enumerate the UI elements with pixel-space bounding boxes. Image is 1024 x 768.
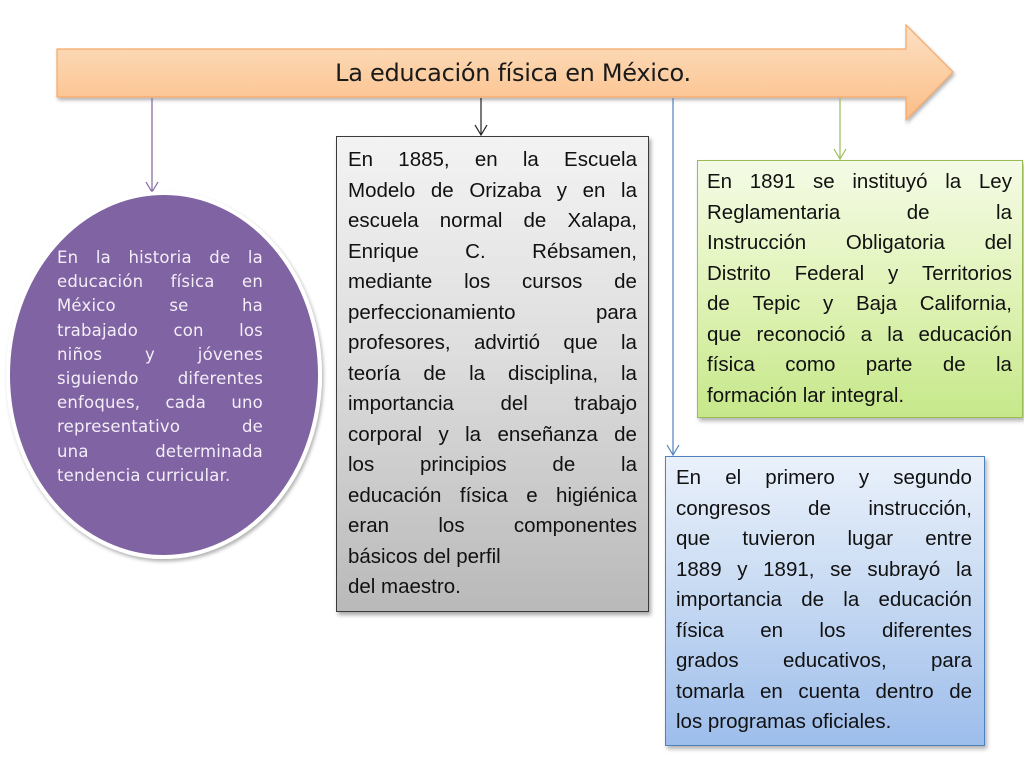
word: la — [522, 148, 539, 171]
word: eran — [348, 514, 390, 537]
green-box-line — [707, 320, 1012, 351]
word: educación — [348, 483, 442, 507]
word: se — [169, 296, 189, 316]
word: de — [707, 292, 730, 315]
green-box-node — [697, 160, 1023, 418]
word: uno — [231, 393, 263, 413]
word: instrucción, — [868, 496, 972, 520]
word: Enrique — [348, 239, 419, 263]
word: En — [707, 170, 733, 193]
word: de — [552, 453, 576, 476]
gray-box-line — [348, 298, 637, 329]
word: trabajo — [574, 392, 637, 415]
green-box-line — [707, 167, 1012, 198]
word: la — [621, 178, 637, 202]
gray-box-line — [348, 176, 637, 207]
gray-box-line — [348, 389, 637, 420]
word: una — [57, 441, 89, 461]
word: California, — [919, 292, 1012, 315]
word: de — [430, 178, 454, 202]
blue-box-line — [676, 616, 972, 647]
word: higiénica — [556, 483, 637, 507]
word: instituyó — [852, 170, 928, 193]
gray-box-line — [348, 237, 637, 268]
word: de — [942, 353, 966, 376]
ellipse-line — [57, 415, 263, 439]
gray-box-line — [348, 267, 637, 298]
ellipse-line — [57, 343, 263, 367]
blue-box-line — [676, 555, 972, 586]
word: trabajado — [57, 320, 139, 340]
word: educación — [57, 272, 144, 292]
word: primero — [765, 466, 835, 489]
word: en — [759, 679, 783, 703]
word: física — [676, 618, 724, 642]
word: y — [438, 422, 449, 446]
word: segundo — [893, 466, 972, 489]
word: y — [145, 344, 155, 364]
word: C. — [465, 239, 486, 263]
ellipse-line: tendencia curricular. — [57, 465, 231, 485]
gray-box-line — [348, 328, 637, 359]
ellipse-line — [57, 440, 263, 464]
word: la — [620, 361, 637, 385]
connector-purple — [146, 98, 158, 192]
word: los — [819, 618, 846, 642]
word: componentes — [513, 514, 637, 537]
word: enseñanza — [497, 422, 598, 446]
word: importancia — [348, 392, 454, 415]
word: la — [945, 170, 962, 193]
ellipse-line — [57, 391, 263, 415]
word: cursos — [522, 270, 583, 293]
word: la — [621, 331, 637, 354]
word: corporal — [348, 422, 423, 446]
ellipse-node-text — [57, 246, 263, 488]
green-box-line — [707, 198, 1012, 229]
word: y — [737, 557, 748, 581]
word: de — [949, 679, 972, 703]
word: determinada — [155, 441, 263, 461]
word: diferentes — [881, 618, 972, 642]
green-box-line — [707, 289, 1012, 320]
word: Obligatoria — [845, 231, 945, 254]
word: perfeccionamiento — [348, 300, 516, 324]
gray-box-line — [348, 481, 637, 512]
ellipse-line — [57, 270, 263, 294]
word: la — [995, 353, 1012, 376]
word: Distrito — [707, 261, 771, 285]
word: para — [595, 300, 637, 324]
word: la — [465, 422, 482, 446]
word: siguiendo — [57, 369, 139, 389]
word: Rébsamen, — [532, 239, 637, 263]
word: para — [930, 649, 972, 672]
word: de — [614, 422, 637, 446]
green-box-line: formación lar integral. — [707, 383, 905, 407]
connector-blue — [667, 98, 679, 455]
word: 1891, — [763, 557, 815, 581]
word: niños — [57, 344, 103, 364]
word: 1891 — [749, 170, 796, 193]
gray-box-line — [348, 420, 637, 451]
word: de — [241, 417, 263, 437]
word: la — [843, 588, 860, 611]
word: Federal — [794, 261, 865, 285]
word: jóvenes — [197, 344, 263, 364]
word: tuvieron — [742, 527, 816, 550]
word: Xalapa, — [567, 209, 637, 232]
word: los — [239, 320, 263, 340]
word: importancia — [676, 588, 782, 611]
word: Reglamentaria — [707, 200, 841, 224]
word: cuenta — [798, 679, 860, 703]
word: Ley — [978, 170, 1012, 193]
gray-box-line: del maestro. — [348, 575, 461, 598]
word: la — [955, 557, 972, 581]
blue-box-line — [676, 494, 972, 525]
word: Modelo — [348, 178, 416, 202]
word: la — [996, 200, 1012, 224]
green-box-line — [707, 259, 1012, 290]
word: Baja — [855, 292, 898, 315]
word: En — [676, 466, 702, 489]
word: Instrucción — [707, 231, 807, 254]
word: cada — [165, 393, 207, 413]
word: de — [523, 209, 547, 232]
gray-box-line — [348, 145, 637, 176]
word: grados — [676, 649, 739, 672]
word: y — [858, 466, 870, 489]
word: de — [906, 200, 930, 224]
word: de — [801, 588, 825, 611]
word: educación — [918, 322, 1012, 346]
word: la — [621, 453, 637, 476]
word: y — [823, 292, 834, 315]
word: la — [95, 248, 111, 267]
word: diferentes — [177, 369, 263, 389]
blue-box-line: los programas oficiales. — [676, 710, 892, 733]
word: profesores, — [348, 331, 451, 354]
word: teoría — [348, 361, 401, 385]
word: advirtió — [473, 331, 541, 354]
blue-box-node — [665, 456, 985, 746]
word: dentro — [875, 679, 934, 703]
word: normal — [439, 209, 503, 232]
word: como — [785, 353, 836, 376]
gray-box-line — [348, 359, 637, 390]
word: disciplina, — [508, 361, 599, 385]
word: reconoció — [756, 322, 846, 346]
word: representativo — [57, 417, 181, 437]
word: de — [423, 361, 447, 385]
word: enfoques, — [57, 393, 141, 413]
word: historia — [128, 248, 192, 267]
word: de — [808, 496, 831, 520]
diagram-title: La educación física en México. — [335, 59, 691, 87]
word: la — [247, 248, 263, 267]
word: Tepic — [752, 292, 801, 315]
connector-black — [475, 98, 487, 135]
word: de — [209, 248, 231, 267]
word: En — [57, 248, 79, 267]
blue-box-line — [676, 463, 972, 494]
word: lugar — [847, 527, 894, 550]
word: los — [464, 270, 491, 293]
word: educativos, — [782, 649, 887, 672]
word: en — [474, 148, 498, 171]
word: subrayó — [867, 557, 941, 581]
word: 1889 — [676, 557, 722, 581]
word: en — [241, 272, 263, 292]
word: e — [526, 483, 538, 507]
blue-box-line — [676, 677, 972, 708]
word: el — [725, 466, 742, 489]
word: Escuela — [564, 148, 637, 171]
green-box-line — [707, 350, 1012, 381]
word: educación — [878, 588, 972, 611]
word: de — [614, 270, 637, 293]
word: que — [707, 322, 742, 346]
word: y — [556, 178, 567, 202]
word: con — [173, 320, 204, 340]
gray-box-line — [348, 206, 637, 237]
word: Orizaba — [469, 178, 542, 202]
ellipse-line — [57, 367, 263, 391]
blue-box-line — [676, 524, 972, 555]
word: parte — [865, 353, 913, 376]
word: a — [860, 322, 873, 346]
word: los — [348, 453, 375, 476]
word: del — [500, 392, 528, 415]
word: la — [469, 361, 486, 385]
word: entre — [925, 527, 972, 550]
word: en — [760, 618, 784, 642]
ellipse-line — [57, 319, 263, 343]
green-box-line — [707, 228, 1012, 259]
word: en — [582, 178, 606, 202]
word: mediante — [348, 270, 433, 293]
word: En — [348, 148, 374, 171]
word: que — [563, 331, 598, 354]
word: la — [887, 322, 904, 346]
word: que — [676, 527, 711, 550]
connector-green — [834, 98, 846, 159]
gray-box-node — [336, 136, 649, 612]
word: ha — [242, 296, 263, 316]
blue-box-line — [676, 585, 972, 616]
gray-box-line — [348, 450, 637, 481]
word: 1885, — [398, 148, 450, 171]
word: Territorios — [922, 261, 1012, 285]
word: tomarla — [676, 679, 745, 703]
word: física — [707, 353, 755, 376]
word: física — [459, 483, 508, 507]
word: se — [813, 170, 835, 193]
word: los — [438, 514, 465, 537]
word: y — [887, 261, 899, 285]
word: escuela — [348, 209, 419, 232]
word: congresos — [676, 496, 771, 520]
blue-box-line — [676, 646, 972, 677]
word: del — [984, 231, 1012, 254]
word: México — [57, 296, 116, 316]
gray-box-line — [348, 511, 637, 542]
word: se — [830, 557, 852, 581]
ellipse-line — [57, 246, 263, 270]
ellipse-line — [57, 294, 263, 318]
word: física — [170, 272, 215, 292]
word: principios — [420, 453, 507, 476]
gray-box-line: básicos del perfil — [348, 544, 501, 568]
